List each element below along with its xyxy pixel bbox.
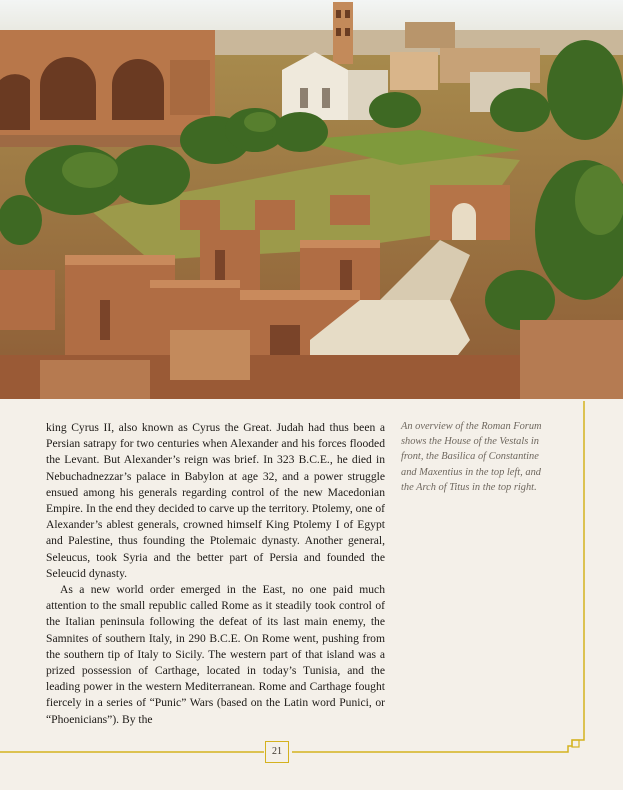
photo-caption: An overview of the Roman Forum shows the House of the Vestals in front, the Basilica of Constantine and Maxentius in the top left, and the Arch of Titus in the top right. — [401, 421, 542, 493]
paragraph-2: As a new world order emerged in the East, no one paid much attention to the small republic called Rome as it steadily took control of the Italian peninsula following the defeat of its last main enemy, the Samnites of southern Italy, in 290 B.C.E. On Rome went, pushing from the southern tip of Italy to Sicily. The western part of that island was a prized possession of Carthage, located in today’s Tunisia, and the leading power in the western Mediterranean. Rome and Carthage fought fiercely in a series of “Punic” Wars (based on the Latin word Punici, or “Phoenicians”). By the — [46, 583, 385, 726]
paragraph-1: king Cyrus II, also known as Cyrus the Great. Judah had thus been a Persian satrapy for two centuries when Alexander and his forces flooded the Levant. But Alexander’s reign was brief. In 323 B.C.E., he died in Nebuchadnezzar’s palace in Babylon at age 32, and a power struggle ensued among his generals regarding control of the new Macedonian Empire. In the end they decided to carve up the territory. Ptolemy, one of Alexander’s ablest generals, crowned himself King Ptolemy I of Egypt and Palestine, thus founding the Ptolemaic dynasty. Another general, Seleucus, took Syria and the better part of Persia and founded the Seleucid dynasty. — [46, 421, 385, 580]
body-text — [46, 420, 385, 728]
page-number: 21 — [265, 741, 289, 763]
